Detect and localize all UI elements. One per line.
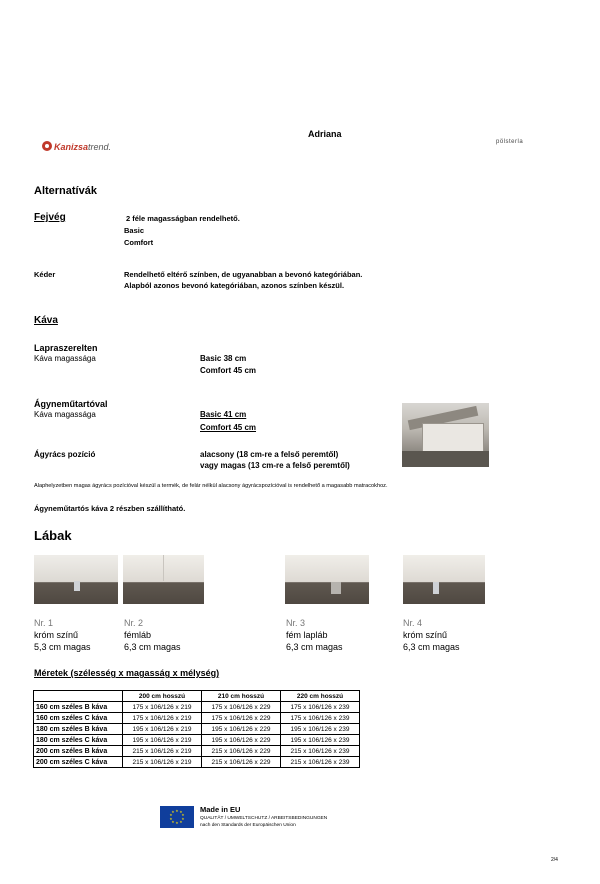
leg-height-4: 6,3 cm magas (403, 642, 460, 652)
agyracs-high: vagy magas (13 cm-re a felső peremtől) (200, 461, 350, 470)
shipping-note: Ágyneműtartós káva 2 részben szállítható. (34, 504, 186, 513)
table-cell: 195 x 106/126 x 239 (281, 724, 360, 735)
lapraszerelten-comfort: Comfort 45 cm (200, 366, 257, 375)
made-in-eu: Made in EU (200, 805, 241, 814)
svg-text:★: ★ (169, 817, 173, 821)
row-label: 200 cm széles B káva (34, 746, 123, 757)
eu-quality-line: QUALITÄT / UMWELTSCHUTZ / ARBEITSBEDINGUNGEN (200, 816, 328, 821)
svg-text:★: ★ (171, 820, 175, 824)
leg-item-2 (124, 617, 181, 653)
table-row (34, 735, 360, 746)
fejveg-label: Fejvég (34, 212, 66, 223)
row-label: 180 cm széles B káva (34, 724, 123, 735)
section-heading-alternativak: Alternatívák (34, 185, 97, 197)
leg-photo-1 (34, 555, 118, 604)
leg-item-4 (403, 617, 460, 653)
table-cell: 175 x 106/126 x 219 (123, 702, 202, 713)
table-row (34, 757, 360, 768)
svg-text:★: ★ (169, 813, 173, 817)
table-row (34, 702, 360, 713)
keder-line2: Alapból azonos bevonó kategóriában, azonos színben készül. (124, 281, 345, 290)
agynemutartoval-comfort: Comfort 45 cm (200, 423, 257, 432)
table-col-header: 210 cm hosszú (202, 691, 281, 702)
row-label: 160 cm széles B káva (34, 702, 123, 713)
table-cell: 195 x 106/126 x 219 (123, 724, 202, 735)
keder-label: Kéder (34, 270, 56, 279)
section-heading-labak: Lábak (34, 528, 72, 543)
page-title: Adriana (308, 129, 342, 139)
svg-text:★: ★ (171, 810, 175, 814)
table-cell: 215 x 106/126 x 239 (281, 757, 360, 768)
lapraszerelten-label: Káva magassága (34, 354, 96, 363)
svg-text:★: ★ (175, 809, 179, 813)
table-row (34, 713, 360, 724)
svg-text:★: ★ (179, 810, 183, 814)
leg-desc-1: króm színű (34, 630, 79, 640)
page-number: 2/4 (551, 857, 558, 863)
agynemutartoval-title: Ágyneműtartóval (34, 399, 108, 409)
leg-nr-3: Nr. 3 (286, 618, 306, 628)
section-heading-meretek: Méretek (szélesség x magasság x mélység) (34, 668, 220, 678)
leg-nr-1: Nr. 1 (34, 618, 54, 628)
leg-item-1 (34, 617, 91, 653)
table-col-header: 220 cm hosszú (281, 691, 360, 702)
leg-desc-3: fém lapláb (286, 630, 328, 640)
lapraszerelten-title: Lapraszerelten (34, 343, 98, 353)
fejveg-line2: Basic (124, 226, 145, 235)
table-cell: 215 x 106/126 x 239 (281, 746, 360, 757)
agyracs-low: alacsony (18 cm-re a felső peremtől) (200, 450, 339, 459)
partner-brand: pölsterla (496, 139, 524, 145)
table-cell: 195 x 106/126 x 229 (202, 735, 281, 746)
svg-text:★: ★ (181, 817, 185, 821)
table-cell: 175 x 106/126 x 229 (202, 702, 281, 713)
logo-mark-icon (42, 141, 52, 151)
keder-line1: Rendelhető eltérő színben, de ugyanabban a bevonó kategóriában. (124, 270, 363, 279)
svg-text:★: ★ (179, 820, 183, 824)
leg-desc-4: króm színű (403, 630, 448, 640)
table-corner (34, 691, 123, 702)
table-cell: 175 x 106/126 x 219 (123, 713, 202, 724)
agynemutartoval-label: Káva magassága (34, 410, 96, 419)
svg-text:★: ★ (175, 821, 179, 825)
brand-logo: Kanizsatrend. (42, 137, 111, 155)
leg-height-3: 6,3 cm magas (286, 642, 343, 652)
table-cell: 215 x 106/126 x 219 (123, 757, 202, 768)
table-cell: 215 x 106/126 x 229 (202, 746, 281, 757)
dimensions-table (33, 690, 360, 768)
section-heading-kava: Káva (34, 315, 58, 326)
svg-text:★: ★ (181, 813, 185, 817)
table-cell: 215 x 106/126 x 219 (123, 746, 202, 757)
fejveg-line1: 2 féle magasságban rendelhető. (126, 214, 240, 223)
table-cell: 195 x 106/126 x 229 (202, 724, 281, 735)
table-cell: 195 x 106/126 x 219 (123, 735, 202, 746)
table-cell: 175 x 106/126 x 239 (281, 713, 360, 724)
table-col-header: 200 cm hosszú (123, 691, 202, 702)
agyracs-label: Ágyrács pozíció (34, 450, 96, 459)
leg-photo-2 (123, 555, 204, 604)
table-row (34, 746, 360, 757)
table-header-row (34, 691, 360, 702)
eu-flag-icon (160, 806, 194, 828)
table-cell: 215 x 106/126 x 229 (202, 757, 281, 768)
leg-photo-3 (285, 555, 369, 604)
kava-note: Alaphelyzetben magas ágyrács pozícióval készül a termék, de felár nélkül alacsony ágyrácspozícióval is rendelhető a magasabb matracokhoz. (34, 483, 388, 489)
table-cell: 195 x 106/126 x 239 (281, 735, 360, 746)
lapraszerelten-basic: Basic 38 cm (200, 354, 247, 363)
leg-item-3 (286, 617, 343, 653)
leg-desc-2: fémláb (124, 630, 152, 640)
leg-photo-4 (403, 555, 485, 604)
row-label: 200 cm széles C káva (34, 757, 123, 768)
row-label: 160 cm széles C káva (34, 713, 123, 724)
row-label: 180 cm széles C káva (34, 735, 123, 746)
leg-height-2: 6,3 cm magas (124, 642, 181, 652)
leg-height-1: 5,3 cm magas (34, 642, 91, 652)
fejveg-line3: Comfort (124, 238, 154, 247)
table-cell: 175 x 106/126 x 229 (202, 713, 281, 724)
table-cell: 175 x 106/126 x 239 (281, 702, 360, 713)
eu-standards-line: nach den Standards der Europäischen Union (200, 823, 296, 828)
storage-bed-photo (402, 403, 489, 467)
leg-nr-2: Nr. 2 (124, 618, 144, 628)
leg-nr-4: Nr. 4 (403, 618, 423, 628)
table-row (34, 724, 360, 735)
agynemutartoval-basic: Basic 41 cm (200, 410, 247, 419)
